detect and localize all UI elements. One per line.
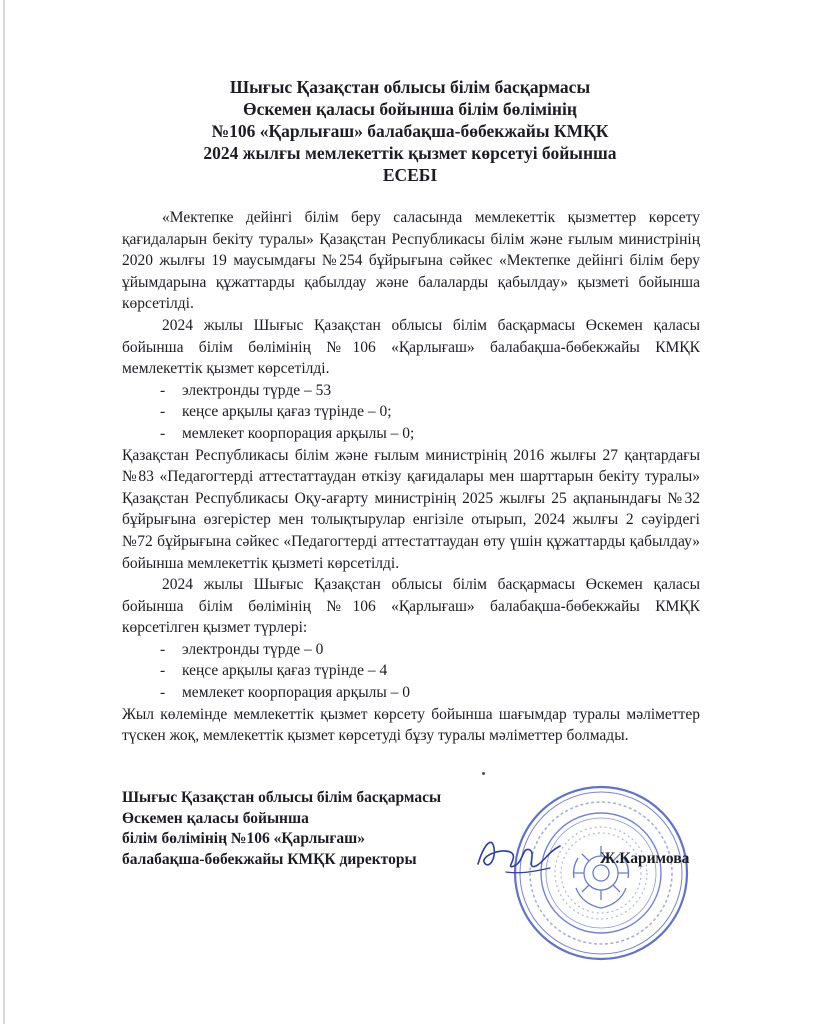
header-line-1: Шығыс Қазақстан облысы білім басқармасы (229, 77, 591, 97)
report-title: ЕСЕБІ (382, 165, 438, 185)
signature-line-4: балабақша-бөбекжайы КМҚК директоры (122, 850, 417, 868)
service-list-1 (122, 380, 700, 445)
scan-edge-line (3, 0, 5, 1024)
service-list-2 (122, 639, 700, 704)
director-name: Ж.Каримова (600, 850, 690, 867)
document-body (122, 207, 700, 747)
header-line-2: Өскемен қаласы бойынша білім бөлімінің (243, 99, 577, 119)
handwritten-signature (470, 826, 570, 882)
header-line-4: 2024 жылғы мемлекеттік қызмет көрсетуі бойынша (203, 143, 617, 163)
list-item: - электронды түрде – 0 (160, 639, 700, 661)
document-header (120, 76, 700, 186)
paragraph-5: Жыл көлемінде мемлекеттік қызмет көрсету бойынша шағымдар туралы мәліметтер түскен жоқ, мемлекеттік қызмет көрсетуді бұзу туралы мәліметтер болмады. (122, 705, 700, 745)
list-item: - кеңсе арқылы қағаз түрінде – 4 (160, 660, 700, 682)
signature-line-3: білім бөлімінің №106 «Қарлығаш» (122, 830, 365, 847)
signature-line-1: Шығыс Қазақстан облысы білім басқармасы (122, 789, 442, 806)
list-item: - кеңсе арқылы қағаз түрінде – 0; (160, 401, 700, 423)
list-item: - мемлекет коорпорация арқылы – 0 (160, 682, 700, 704)
signature-line-2: Өскемен қаласы бойынша (122, 809, 309, 827)
paragraph-1: «Мектепке дейінгі білім беру саласында мемлекеттік қызметтер көрсету қағидаларын бекіту туралы» Қазақстан Республикасы білім және ғылым министрінің 2020 жылғы 19 маусымдағы №254 бұйрығына сәйкес «Мектепке дейінгі білім беру ұйымдарына құжаттарды қабылдау және балаларды қабылдау» қызметі бойынша көрсетілді. (122, 209, 700, 313)
paragraph-4: 2024 жылы Шығыс Қазақстан облысы білім басқармасы Өскемен қаласы бойынша білім бөлімінің №106 «Қарлығаш» балабақша-бөбекжайы КМҚК көрсетілген қызмет түрлері: (122, 576, 700, 637)
paragraph-2: 2024 жылы Шығыс Қазақстан облысы білім басқармасы Өскемен қаласы бойынша білім бөлімінің №106 «Қарлығаш» балабақша-бөбекжайы КМҚК мемлекеттік қызмет көрсетілді. (122, 316, 700, 378)
scan-speck (482, 772, 485, 775)
list-item: - мемлекет коорпорация арқылы – 0; (160, 423, 700, 445)
header-line-3: №106 «Қарлығаш» балабақша-бөбекжайы КМҚК (211, 121, 609, 141)
list-item: - электронды түрде – 53 (160, 380, 700, 402)
paragraph-3: Қазақстан Республикасы білім және ғылым министрінің 2016 жылғы 27 қаңтардағы №83 «Педагогтерді аттестаттаудан өткізу қағидалары мен шарттарын бекіту туралы» Қазақстан Республикасы Оқу-ағарту министрінің 2025 жылғы 25 ақпанындағы №32 бұйрығына өзгерістер мен толықтырулар енгізіле отырып, 2024 жылғы 2 сәуірдегі №72 бұйрығына сәйкес «Педагогтерді аттестаттаудан өту үшін құжаттарды қабылдау» бойынша мемлекеттік қызметі көрсетілді. (122, 446, 700, 572)
